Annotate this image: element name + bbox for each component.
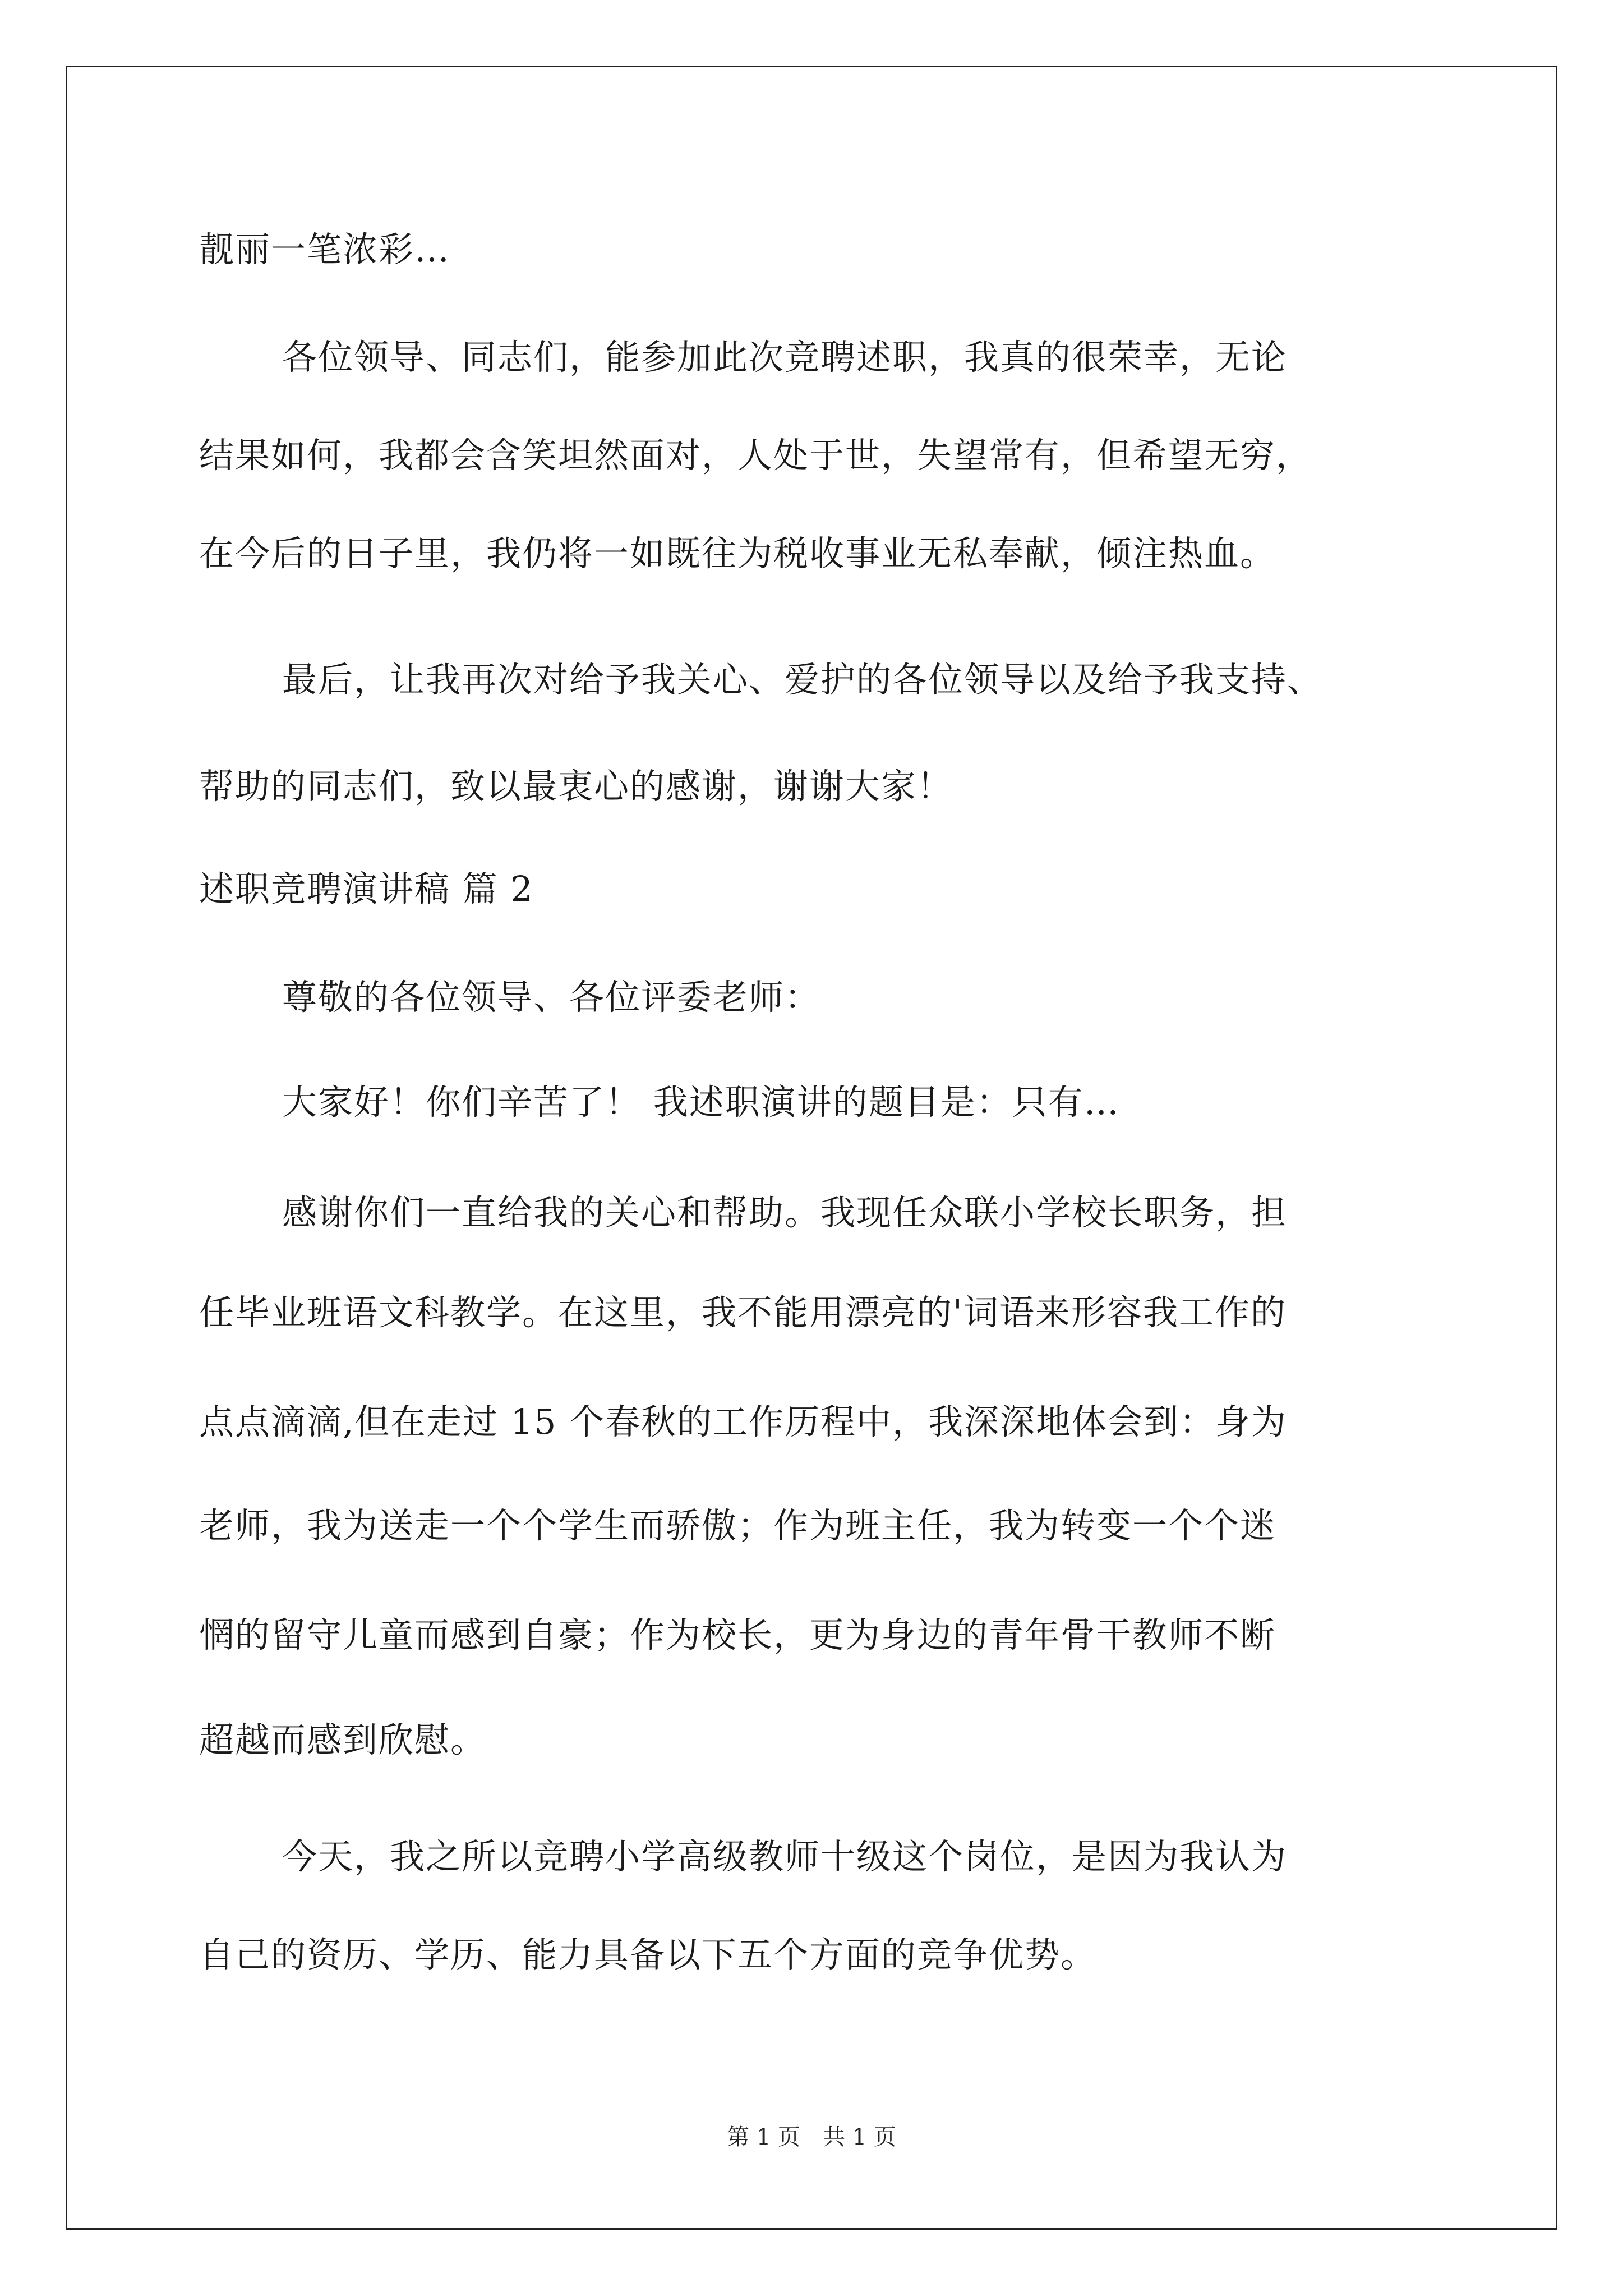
text-line: 帮助的同志们，致以最衷心的感谢，谢谢大家！ [199,766,953,807]
text-line: 任毕业班语文科教学。在这里，我不能用漂亮的'词语来形容我工作的 [199,1292,1287,1333]
paragraph-line: 尊敬的各位领导、各位评委老师： [282,977,821,1018]
section-heading: 述职竞聘演讲稿 篇 2 [199,868,534,909]
paragraph-line: 今天，我之所以竞聘小学高级教师十级这个岗位，是因为我认为 [282,1836,1288,1877]
text-line: 结果如何，我都会含笑坦然面对，人处于世，失望常有，但希望无穷， [199,435,1312,476]
text-line: 老师，我为送走一个个学生而骄傲；作为班主任，我为转变一个个迷 [199,1505,1276,1546]
page-border [66,66,1557,2230]
text-line: 自己的资历、学历、能力具备以下五个方面的竞争优势。 [199,1934,1097,1975]
text-line: 点点滴滴,但在走过 15 个春秋的工作历程中，我深深地体会到：身为 [199,1401,1288,1442]
paragraph-line: 最后，让我再次对给予我关心、爱护的各位领导以及给予我支持、 [282,659,1324,700]
paragraph-line: 各位领导、同志们，能参加此次竞聘述职，我真的很荣幸，无论 [282,337,1288,378]
paragraph-line: 感谢你们一直给我的关心和帮助。我现任众联小学校长职务，担 [282,1192,1288,1233]
paragraph-line: 大家好！你们辛苦了！ 我述职演讲的题目是：只有… [282,1082,1120,1122]
text-line: 靓丽一笔浓彩… [199,229,451,270]
text-line: 惘的留守儿童而感到自豪；作为校长，更为身边的青年骨干教师不断 [199,1614,1276,1655]
text-line: 在今后的日子里，我仍将一如既往为税收事业无私奉献，倾注热血。 [199,533,1276,574]
page-footer: 第 1 页 共 1 页 [727,2124,896,2150]
text-line: 超越而感到欣慰。 [199,1719,487,1760]
